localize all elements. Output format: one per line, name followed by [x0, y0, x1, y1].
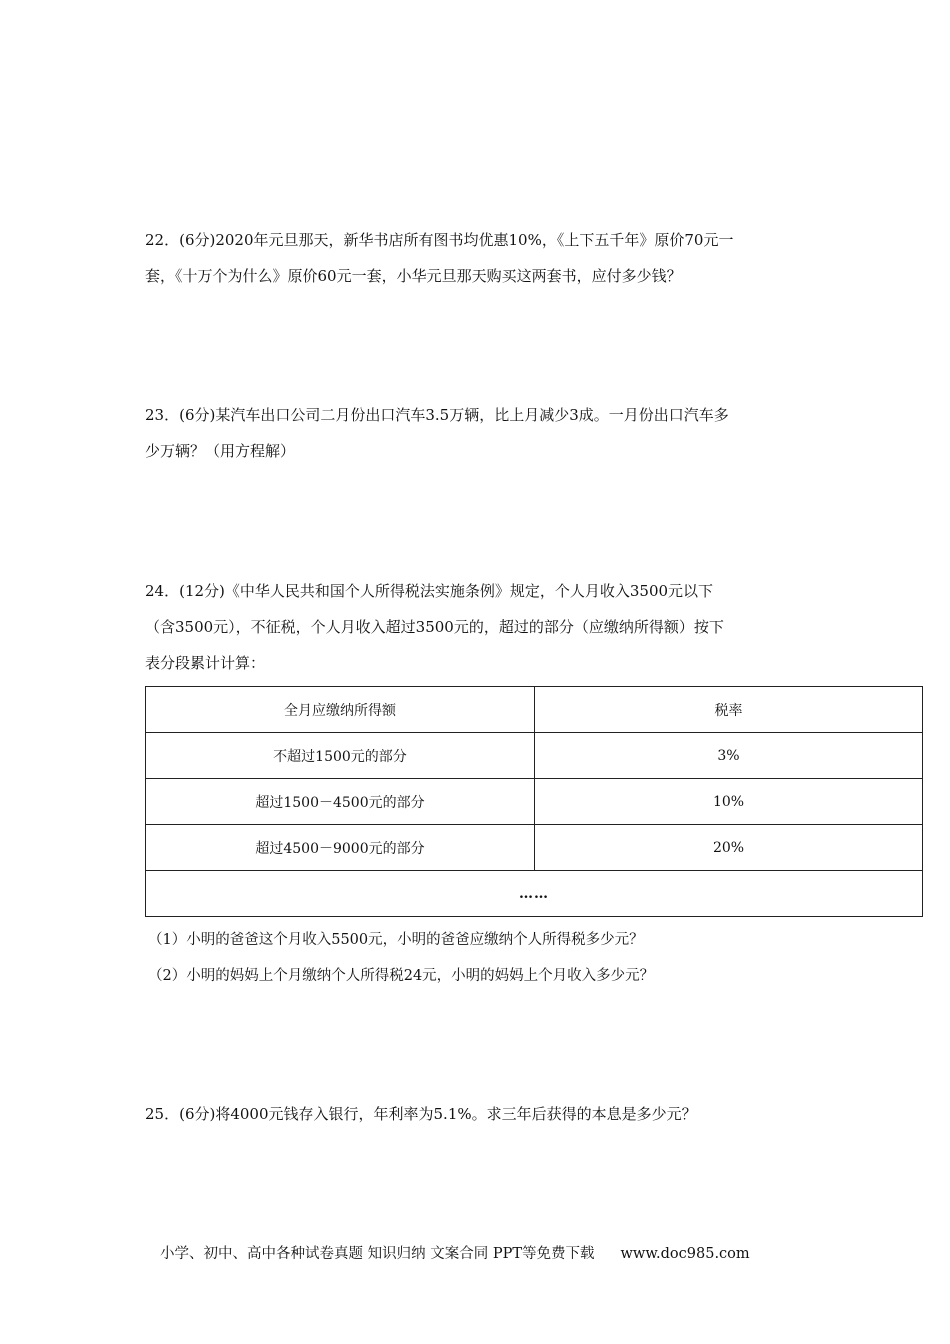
question-24-line-1: 24．(12分)《中华人民共和国个人所得税法实施条例》规定，个人月收入3500元以下	[145, 582, 714, 600]
table-cell-bracket: 不超过1500元的部分	[146, 733, 535, 779]
table-cell-bracket: 超过4500－9000元的部分	[146, 825, 535, 871]
table-cell-rate: 10%	[535, 779, 923, 825]
question-24-sub-1: （1）小明的爸爸这个月收入5500元，小明的爸爸应缴纳个人所得税多少元？	[148, 932, 644, 948]
table-row	[146, 825, 923, 871]
table-row	[146, 733, 923, 779]
tax-rate-table	[145, 686, 923, 917]
question-23	[145, 397, 825, 469]
table-ellipsis: ……	[146, 871, 923, 917]
table-cell-rate: 3%	[535, 733, 923, 779]
footer-url: www.doc985.com	[620, 1246, 750, 1262]
question-22	[145, 222, 825, 294]
table-cell-bracket: 超过1500－4500元的部分	[146, 779, 535, 825]
question-24-line-3: 表分段累计计算：	[145, 654, 266, 672]
table-ellipsis-row	[146, 871, 923, 917]
table-row	[146, 779, 923, 825]
page-footer	[160, 1242, 750, 1263]
question-24-sub-2: （2）小明的妈妈上个月缴纳个人所得税24元，小明的妈妈上个月收入多少元？	[148, 968, 655, 984]
question-22-line-2: 套，《十万个为什么》原价60元一套，小华元旦那天购买这两套书，应付多少钱？	[145, 267, 682, 285]
question-23-line-2: 少万辆？（用方程解）	[145, 442, 296, 460]
question-24	[145, 573, 825, 681]
table-cell-rate: 20%	[535, 825, 923, 871]
question-25	[145, 1096, 825, 1132]
question-24-line-2: （含3500元），不征税，个人月收入超过3500元的，超过的部分（应缴纳所得额）按下	[145, 618, 724, 636]
table-header-rate: 税率	[535, 687, 923, 733]
question-25-line-1: 25．(6分)将4000元钱存入银行，年利率为5.1%。求三年后获得的本息是多少元？	[145, 1105, 697, 1123]
question-23-line-1: 23．(6分)某汽车出口公司二月份出口汽车3.5万辆，比上月减少3成。一月份出口汽车多	[145, 406, 729, 424]
table-header-row	[146, 687, 923, 733]
table-header-income: 全月应缴纳所得额	[146, 687, 535, 733]
question-22-line-1: 22．(6分)2020年元旦那天，新华书店所有图书均优惠10%，《上下五千年》原价70元一	[145, 231, 734, 249]
footer-text: 小学、初中、高中各种试卷真题 知识归纳 文案合同 PPT等免费下载	[160, 1246, 595, 1262]
